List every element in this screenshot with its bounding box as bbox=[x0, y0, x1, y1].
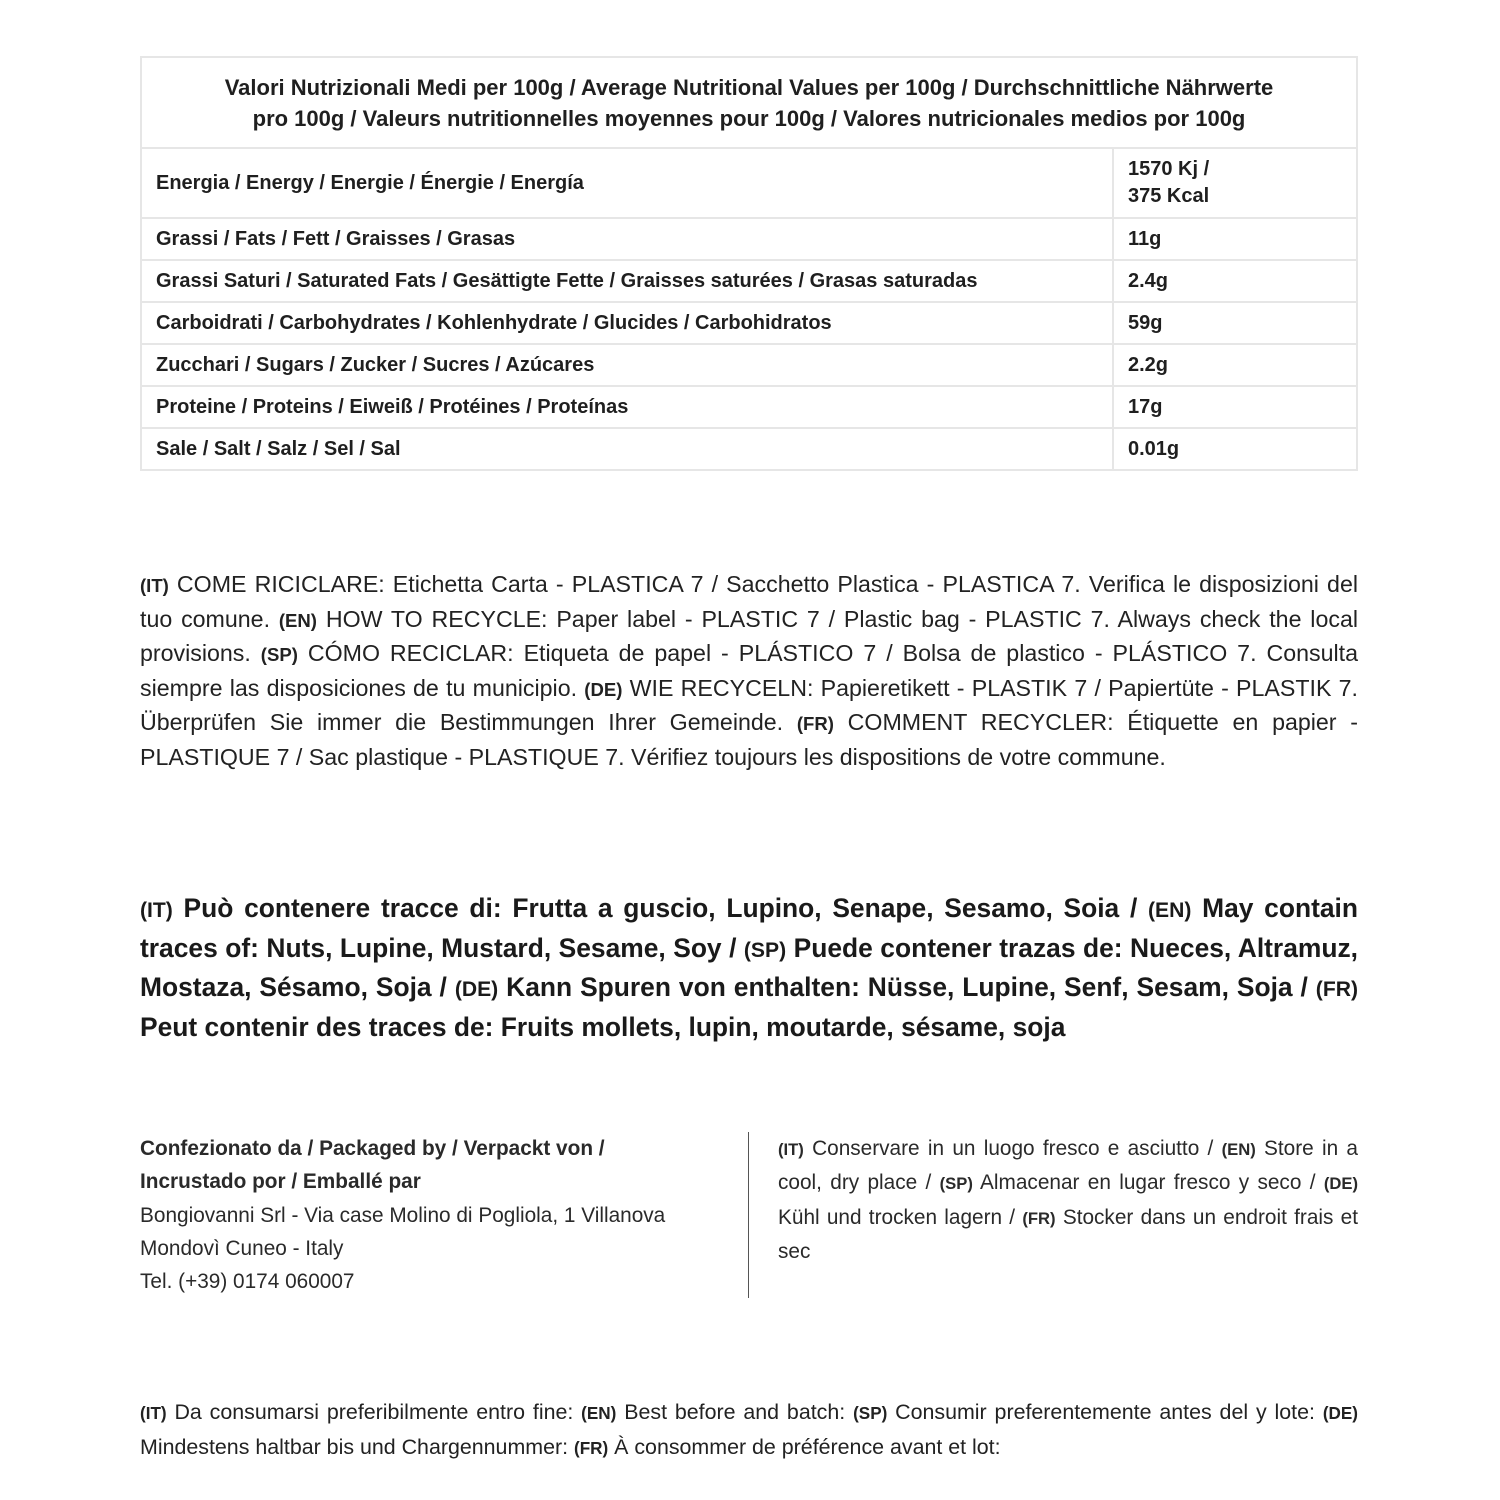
nutrient-value: 2.4g bbox=[1113, 260, 1357, 302]
language-tag-fr: (FR) bbox=[1022, 1208, 1056, 1228]
storage-instructions bbox=[778, 1132, 1358, 1268]
language-tag-de: (DE) bbox=[454, 978, 499, 1001]
best-before-info bbox=[140, 1396, 1358, 1465]
nutrition-table-title: Valori Nutrizionali Medi per 100g / Average Nutritional Values per 100g / Durchschnittliche Nährwerte pro 100g / Valeurs nutritionnelles moyennes pour 100g / Valores nutricionales medios por 100g bbox=[141, 57, 1357, 148]
language-tag-en: (EN) bbox=[1148, 899, 1192, 922]
allergen-text-fr: Peut contenir des traces de: Fruits mollets, lupin, moutarde, sésame, soja bbox=[140, 1011, 1066, 1042]
producer-phone: Tel. (+39) 0174 060007 bbox=[140, 1270, 355, 1294]
best-before-text-en: Best before and batch: bbox=[616, 1400, 854, 1424]
storage-text-en: Store in a cool, dry place / bbox=[778, 1137, 1358, 1195]
table-row bbox=[141, 386, 1357, 428]
nutrient-value: 0.01g bbox=[1113, 428, 1357, 470]
table-row bbox=[141, 218, 1357, 260]
nutrition-section bbox=[140, 56, 1358, 471]
table-row bbox=[141, 428, 1357, 470]
language-tag-sp: (SP) bbox=[939, 1174, 973, 1194]
nutrient-value: 2.2g bbox=[1113, 344, 1357, 386]
allergen-text-en: May contain traces of: Nuts, Lupine, Mustard, Sesame, Soy / bbox=[140, 893, 1358, 963]
best-before-text-fr: À consommer de préférence avant et lot: bbox=[608, 1434, 1001, 1459]
language-tag-en: (EN) bbox=[1221, 1140, 1256, 1159]
packaged-by-heading: Confezionato da / Packaged by / Verpackt von / bbox=[140, 1137, 605, 1160]
nutrient-label: Grassi Saturi / Saturated Fats / Gesättigte Fette / Graisses saturées / Grasas saturadas bbox=[141, 260, 1113, 302]
language-tag-it: (IT) bbox=[140, 575, 169, 596]
language-tag-it: (IT) bbox=[140, 899, 173, 922]
nutrient-label: Sale / Salt / Salz / Sel / Sal bbox=[141, 428, 1113, 470]
recycle-text-en: HOW TO RECYCLE: Paper label - PLASTIC 7 / Plastic bag - PLASTIC 7. Always check the local provisions. bbox=[140, 605, 1358, 667]
recycle-text-sp: CÓMO RECICLAR: Etiqueta de papel - PLÁSTICO 7 / Bolsa de plastico - PLÁSTICO 7. Consulta siempre las disposiciones de tu municipio. bbox=[140, 640, 1358, 701]
language-tag-de: (DE) bbox=[1323, 1174, 1358, 1194]
nutrient-label: Grassi / Fats / Fett / Graisses / Grasas bbox=[141, 218, 1113, 260]
nutrient-value: 11g bbox=[1113, 218, 1357, 260]
packaged-by-info bbox=[140, 1132, 730, 1298]
producer-address: Bongiovanni Srl - Via case Molino di Pogliola, 1 Villanova bbox=[140, 1203, 666, 1227]
language-tag-fr: (FR) bbox=[796, 713, 834, 735]
table-row bbox=[141, 344, 1357, 386]
recycling-instructions bbox=[140, 568, 1358, 774]
nutrition-header-row bbox=[141, 57, 1357, 148]
table-row bbox=[141, 302, 1357, 344]
language-tag-de: (DE) bbox=[584, 678, 623, 700]
allergen-warning bbox=[140, 890, 1358, 1045]
nutrient-label: Energia / Energy / Energie / Énergie / Energía bbox=[141, 148, 1113, 218]
storage-text-de: Kühl und trocken lagern / bbox=[778, 1205, 1023, 1229]
language-tag-sp: (SP) bbox=[853, 1404, 888, 1423]
best-before-text-de: Mindestens haltbar bis und Chargennummer: bbox=[140, 1434, 574, 1459]
language-tag-sp: (SP) bbox=[743, 938, 787, 962]
best-before-text-it: Da consumarsi preferibilmente entro fine: bbox=[166, 1400, 582, 1424]
language-tag-en: (EN) bbox=[581, 1404, 617, 1423]
nutrient-value: 17g bbox=[1113, 386, 1357, 428]
storage-text-sp: Almacenar en lugar fresco y seco / bbox=[972, 1171, 1324, 1195]
nutrient-value: 1570 Kj / 375 Kcal bbox=[1113, 148, 1357, 218]
allergen-text-it: Può contenere tracce di: Frutta a guscio, Lupino, Senape, Sesamo, Soia / bbox=[172, 893, 1148, 923]
language-tag-it: (IT) bbox=[778, 1140, 804, 1159]
nutrient-label: Proteine / Proteins / Eiweiß / Protéines / Proteínas bbox=[141, 386, 1113, 428]
column-divider bbox=[748, 1132, 749, 1298]
recycle-text-de: WIE RECYCELN: Papieretikett - PLASTIK 7 / Papiertüte - PLASTIK 7. Überprüfen Sie immer die Bestimmungen Ihrer Gemeinde. bbox=[140, 674, 1358, 736]
table-row bbox=[141, 260, 1357, 302]
language-tag-en: (EN) bbox=[278, 609, 317, 631]
nutrient-label: Zucchari / Sugars / Zucker / Sucres / Azúcares bbox=[141, 344, 1113, 386]
packaged-by-heading: Incrustado por / Emballé par bbox=[140, 1170, 421, 1194]
language-tag-de: (DE) bbox=[1322, 1404, 1358, 1423]
recycle-text-fr: COMMENT RECYCLER: Étiquette en papier - PLASTIQUE 7 / Sac plastique - PLASTIQUE 7. Vérifiez toujours les dispositions de votre commune. bbox=[140, 709, 1358, 770]
nutrient-label: Carboidrati / Carbohydrates / Kohlenhydrate / Glucides / Carbohidratos bbox=[141, 302, 1113, 344]
language-tag-fr: (FR) bbox=[1315, 978, 1358, 1001]
language-tag-it: (IT) bbox=[140, 1404, 167, 1423]
storage-text-it: Conservare in un luogo fresco e asciutto / bbox=[803, 1137, 1222, 1160]
language-tag-fr: (FR) bbox=[574, 1438, 609, 1458]
language-tag-sp: (SP) bbox=[260, 644, 298, 666]
storage-text-fr: Stocker dans un endroit frais et sec bbox=[778, 1205, 1358, 1263]
allergen-text-sp: Puede contener trazas de: Nueces, Altramuz, Mostaza, Sésamo, Soja / bbox=[140, 932, 1358, 1002]
table-row bbox=[141, 148, 1357, 218]
best-before-text-sp: Consumir preferentemente antes del y lote: bbox=[887, 1400, 1323, 1424]
producer-storage-block bbox=[140, 1132, 1358, 1300]
allergen-text-de: Kann Spuren von enthalten: Nüsse, Lupine, Senf, Sesam, Soja / bbox=[498, 972, 1316, 1002]
recycle-text-it: COME RICICLARE: Etichetta Carta - PLASTICA 7 / Sacchetto Plastica - PLASTICA 7. Verifica le disposizioni del tuo comune. bbox=[140, 571, 1358, 632]
producer-address: Mondovì Cuneo - Italy bbox=[140, 1236, 344, 1260]
nutrient-value: 59g bbox=[1113, 302, 1357, 344]
nutrition-table bbox=[140, 56, 1358, 471]
